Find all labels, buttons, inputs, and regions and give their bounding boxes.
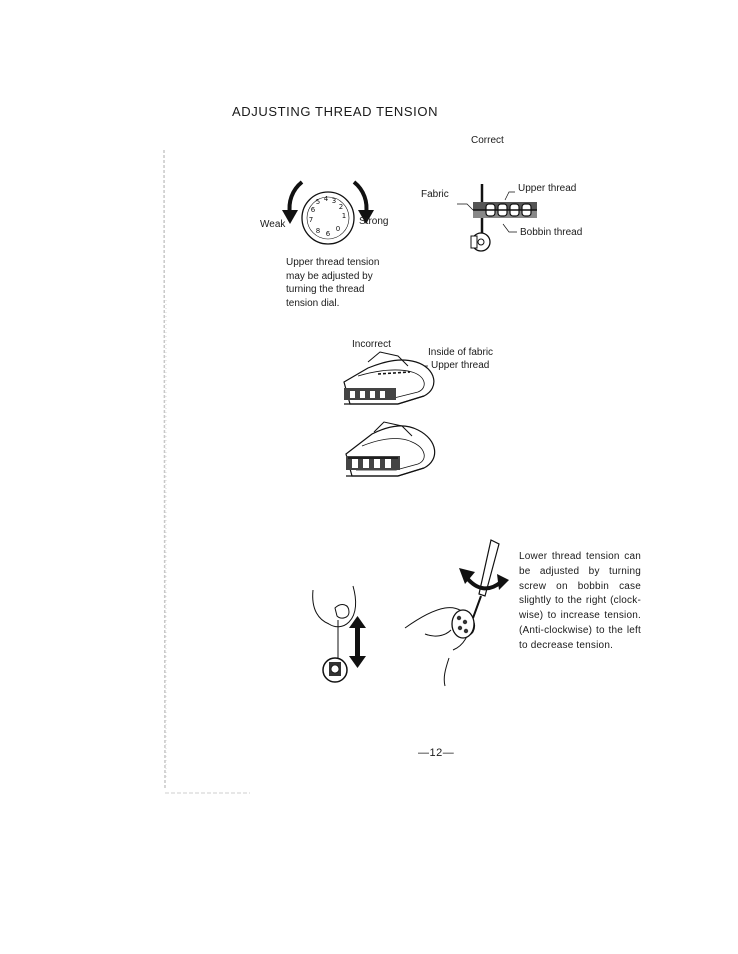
bobbin-thread-label: Bobbin thread [520,227,583,238]
svg-text:5: 5 [315,198,321,206]
weak-label: Weak [260,219,286,230]
scan-bottom-smudge [165,790,255,796]
dial-caption-line: tension dial. [286,297,340,309]
svg-text:3: 3 [331,197,337,205]
svg-text:8: 8 [315,227,321,235]
svg-text:6: 6 [310,206,316,214]
scan-edge-shadow [160,0,170,954]
dial-caption-line: turning the thread [286,284,365,296]
page-number: —12— [418,747,455,759]
svg-text:7: 7 [308,216,314,224]
dial-caption [286,256,406,310]
bobbin-screw-adjust-illustration [405,538,515,688]
incorrect-heading: Incorrect [352,339,391,350]
dial-caption-line: may be adjusted by [286,270,373,282]
bobbin-drop-test-illustration [305,580,375,690]
upper-thread-label: Upper thread [518,183,577,194]
inside-fabric-label: Inside of fabric [428,347,494,358]
up-down-arrow-icon [349,616,366,668]
page-title: ADJUSTING THREAD TENSION [232,104,439,119]
svg-text:6: 6 [325,230,331,238]
incorrect-stitch-illustration-top [338,352,448,422]
correct-stitch-illustration [455,180,555,260]
svg-text:1: 1 [341,212,347,220]
strong-arrow-icon [354,182,367,214]
correct-heading: Correct [471,135,504,146]
lower-tension-text: Lower thread tension can be adjusted by turning screw on bobbin case slightly to the right (clock-wise) to increase tension. (Anti-clockwise) to the left to decrease tension. [519,551,641,651]
svg-text:2: 2 [338,203,344,211]
fabric-label: Fabric [421,189,449,200]
incorrect-stitch-illustration-bottom [340,420,450,490]
dial-caption-line: Upper thread tension [286,257,380,268]
strong-label: Strong [359,216,389,227]
svg-text:4: 4 [323,195,329,203]
svg-text:0: 0 [335,225,341,233]
weak-arrow-icon [290,182,303,214]
incorrect-upper-thread-label: Upper thread [431,360,490,371]
